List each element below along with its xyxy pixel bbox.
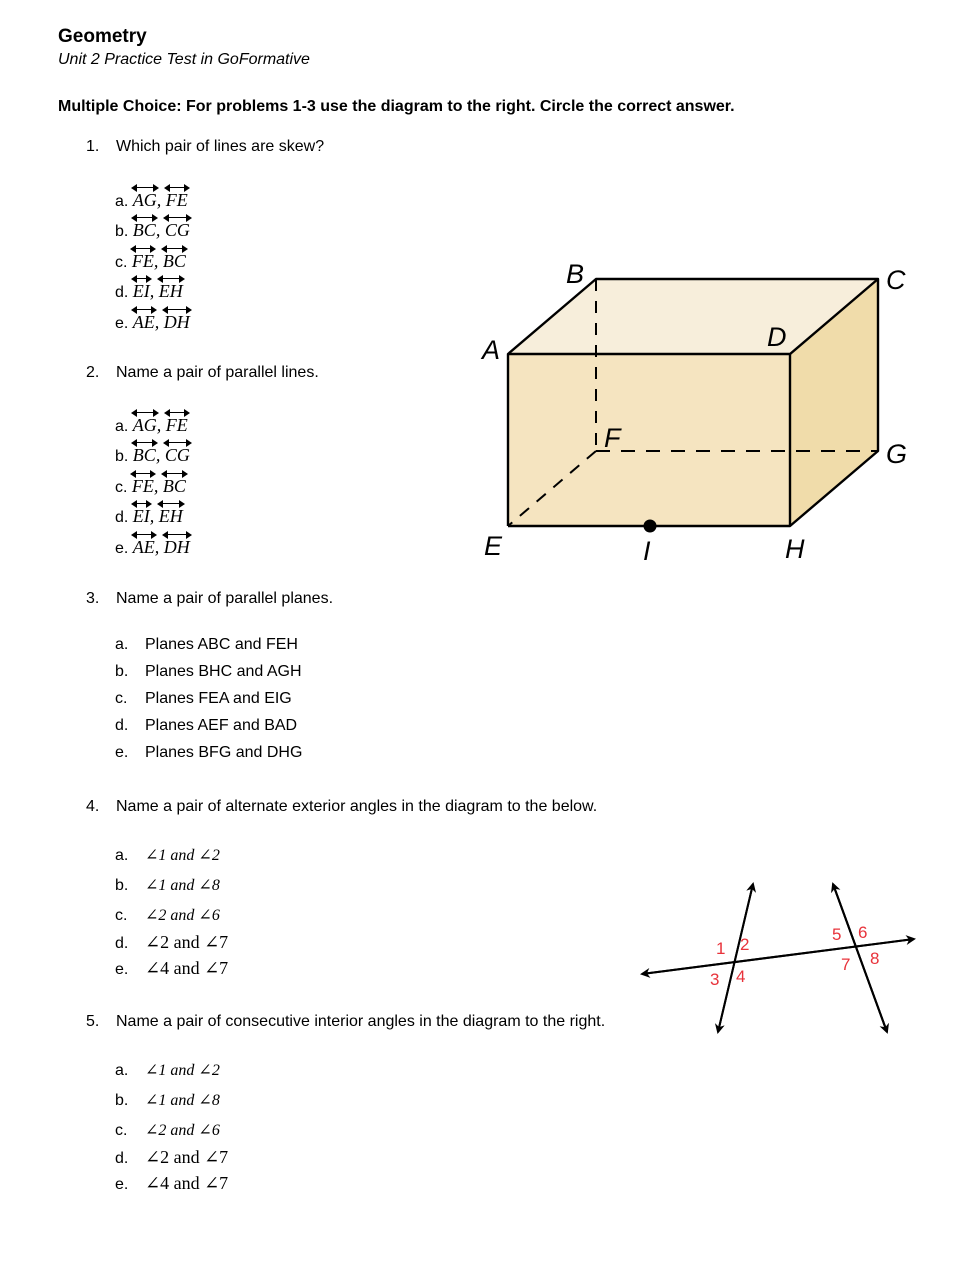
- line-symbol: FE: [132, 470, 154, 497]
- option-letter: d.: [115, 509, 129, 526]
- option-letter: a.: [115, 193, 129, 210]
- line-symbol: EH: [159, 500, 183, 527]
- option-letter: e.: [115, 1176, 129, 1193]
- option-letter: b.: [115, 877, 129, 894]
- question-number: 3.: [86, 590, 100, 607]
- option-text: ∠1 and ∠8: [145, 877, 220, 894]
- q5-option-d[interactable]: [115, 1147, 228, 1168]
- q3-option-d[interactable]: [115, 717, 297, 735]
- line-symbol: CG: [165, 214, 190, 241]
- q1-option-c[interactable]: c. FE, BC: [115, 245, 186, 272]
- label-e: E: [484, 531, 503, 561]
- option-text: ∠1 and ∠2: [145, 847, 220, 864]
- option-letter: a.: [115, 1062, 129, 1079]
- q2-option-e[interactable]: e. AE, DH: [115, 531, 190, 558]
- option-letter: e.: [115, 744, 129, 761]
- worksheet-title: Geometry: [58, 26, 147, 47]
- option-text: Planes AEF and BAD: [145, 717, 298, 734]
- label-a: A: [482, 335, 501, 365]
- label-d: D: [767, 322, 787, 352]
- option-letter: c.: [115, 907, 128, 924]
- line-symbol: BC: [133, 214, 156, 241]
- option-letter: d.: [115, 284, 129, 301]
- option-letter: e.: [115, 315, 129, 332]
- label-f: F: [604, 423, 621, 453]
- question-text: Name a pair of parallel planes.: [116, 590, 334, 607]
- line-symbol: CG: [165, 439, 190, 466]
- option-letter: b.: [115, 448, 129, 465]
- q1-option-e[interactable]: e. AE, DH: [115, 306, 190, 333]
- option-text: Planes ABC and FEH: [145, 636, 298, 653]
- option-letter: d.: [115, 717, 129, 734]
- option-text: ∠2 and ∠7: [145, 932, 229, 952]
- label-c: C: [886, 265, 906, 295]
- left-transversal-up-arrow: [718, 884, 753, 1032]
- worksheet-subtitle: Unit 2 Practice Test in GoFormative: [58, 51, 310, 68]
- question-2: [86, 364, 319, 382]
- option-letter: b.: [115, 1092, 129, 1109]
- option-letter: c.: [115, 254, 128, 271]
- question-5: [86, 1013, 605, 1031]
- option-text: Planes BHC and AGH: [145, 663, 302, 680]
- q4-option-e[interactable]: [115, 958, 228, 979]
- q3-option-c[interactable]: [115, 690, 292, 708]
- option-text: Planes BFG and DHG: [145, 744, 303, 761]
- option-letter: b.: [115, 223, 129, 240]
- label-h: H: [785, 534, 805, 564]
- q1-option-b[interactable]: b. BC, CG: [115, 214, 190, 241]
- option-letter: d.: [115, 1150, 129, 1167]
- line-symbol: AE: [133, 531, 155, 558]
- question-number: 1.: [86, 138, 100, 155]
- option-letter: e.: [115, 961, 129, 978]
- label-i: I: [643, 536, 651, 566]
- question-number: 2.: [86, 364, 100, 381]
- angle-label-8: 8: [870, 949, 880, 968]
- q2-option-a[interactable]: a. AG, FE: [115, 409, 188, 436]
- line-symbol: FE: [166, 409, 188, 436]
- option-text: ∠2 and ∠6: [145, 907, 220, 924]
- q4-option-d[interactable]: [115, 932, 228, 953]
- angle-label-2: 2: [740, 935, 750, 954]
- question-number: 4.: [86, 798, 100, 815]
- option-letter: c.: [115, 479, 128, 496]
- transversal-diagram: [636, 872, 926, 1042]
- line-symbol: AG: [133, 409, 157, 436]
- angle-label-6: 6: [858, 923, 868, 942]
- q1-option-a[interactable]: a. AG, FE: [115, 184, 188, 211]
- angle-label-1: 1: [716, 939, 726, 958]
- q5-option-b[interactable]: [115, 1090, 220, 1110]
- line-symbol: AE: [133, 306, 155, 333]
- rectangular-prism-diagram: [470, 250, 920, 570]
- question-text: Name a pair of alternate exterior angles in the diagram to the below.: [116, 798, 598, 815]
- q2-option-c[interactable]: c. FE, BC: [115, 470, 186, 497]
- angle-label-7: 7: [841, 955, 851, 974]
- q2-option-d[interactable]: d. EI, EH: [115, 500, 183, 527]
- line-symbol: EI: [133, 275, 150, 302]
- option-letter: d.: [115, 935, 129, 952]
- line-symbol: FE: [166, 184, 188, 211]
- instructions: Multiple Choice: For problems 1-3 use the diagram to the right. Circle the correct answer.: [58, 98, 735, 115]
- angle-label-3: 3: [710, 970, 720, 989]
- line-symbol: DH: [164, 306, 190, 333]
- point-i: [644, 520, 657, 533]
- option-text: ∠4 and ∠7: [145, 958, 229, 978]
- q4-option-a[interactable]: [115, 845, 220, 865]
- line-symbol: BC: [163, 470, 186, 497]
- question-text: Name a pair of parallel lines.: [116, 364, 319, 381]
- question-3: [86, 590, 333, 608]
- q1-option-d[interactable]: d. EI, EH: [115, 275, 183, 302]
- line-symbol: EI: [133, 500, 150, 527]
- q5-option-c[interactable]: [115, 1120, 220, 1140]
- option-letter: c.: [115, 690, 128, 707]
- option-text: ∠1 and ∠8: [145, 1092, 220, 1109]
- option-text: ∠2 and ∠6: [145, 1122, 220, 1139]
- option-text: ∠1 and ∠2: [145, 1062, 220, 1079]
- q4-option-c[interactable]: [115, 905, 220, 925]
- q5-option-a[interactable]: [115, 1060, 220, 1080]
- q5-option-e[interactable]: [115, 1173, 228, 1194]
- option-letter: a.: [115, 636, 129, 653]
- line-symbol: BC: [133, 439, 156, 466]
- option-letter: e.: [115, 540, 129, 557]
- q2-option-b[interactable]: b. BC, CG: [115, 439, 190, 466]
- label-b: B: [566, 259, 585, 289]
- question-4: [86, 798, 597, 816]
- q4-option-b[interactable]: [115, 875, 220, 895]
- question-text: Which pair of lines are skew?: [116, 138, 325, 155]
- line-symbol: EH: [159, 275, 183, 302]
- question-1: [86, 138, 324, 156]
- option-text: ∠4 and ∠7: [145, 1173, 229, 1193]
- option-letter: b.: [115, 663, 129, 680]
- line-symbol: AG: [133, 184, 157, 211]
- question-text: Name a pair of consecutive interior angles in the diagram to the right.: [116, 1013, 606, 1030]
- question-number: 5.: [86, 1013, 100, 1030]
- option-letter: c.: [115, 1122, 128, 1139]
- option-letter: a.: [115, 418, 129, 435]
- angle-label-4: 4: [736, 967, 746, 986]
- q3-option-a[interactable]: [115, 636, 298, 654]
- option-text: Planes FEA and EIG: [145, 690, 292, 707]
- line-symbol: BC: [163, 245, 186, 272]
- q3-option-e[interactable]: [115, 744, 302, 762]
- line-symbol: DH: [164, 531, 190, 558]
- angle-label-5: 5: [832, 925, 842, 944]
- option-letter: a.: [115, 847, 129, 864]
- label-g: G: [886, 439, 908, 469]
- line-symbol: FE: [132, 245, 154, 272]
- q3-option-b[interactable]: [115, 663, 302, 681]
- option-text: ∠2 and ∠7: [145, 1147, 229, 1167]
- prism-front-face: [508, 354, 790, 526]
